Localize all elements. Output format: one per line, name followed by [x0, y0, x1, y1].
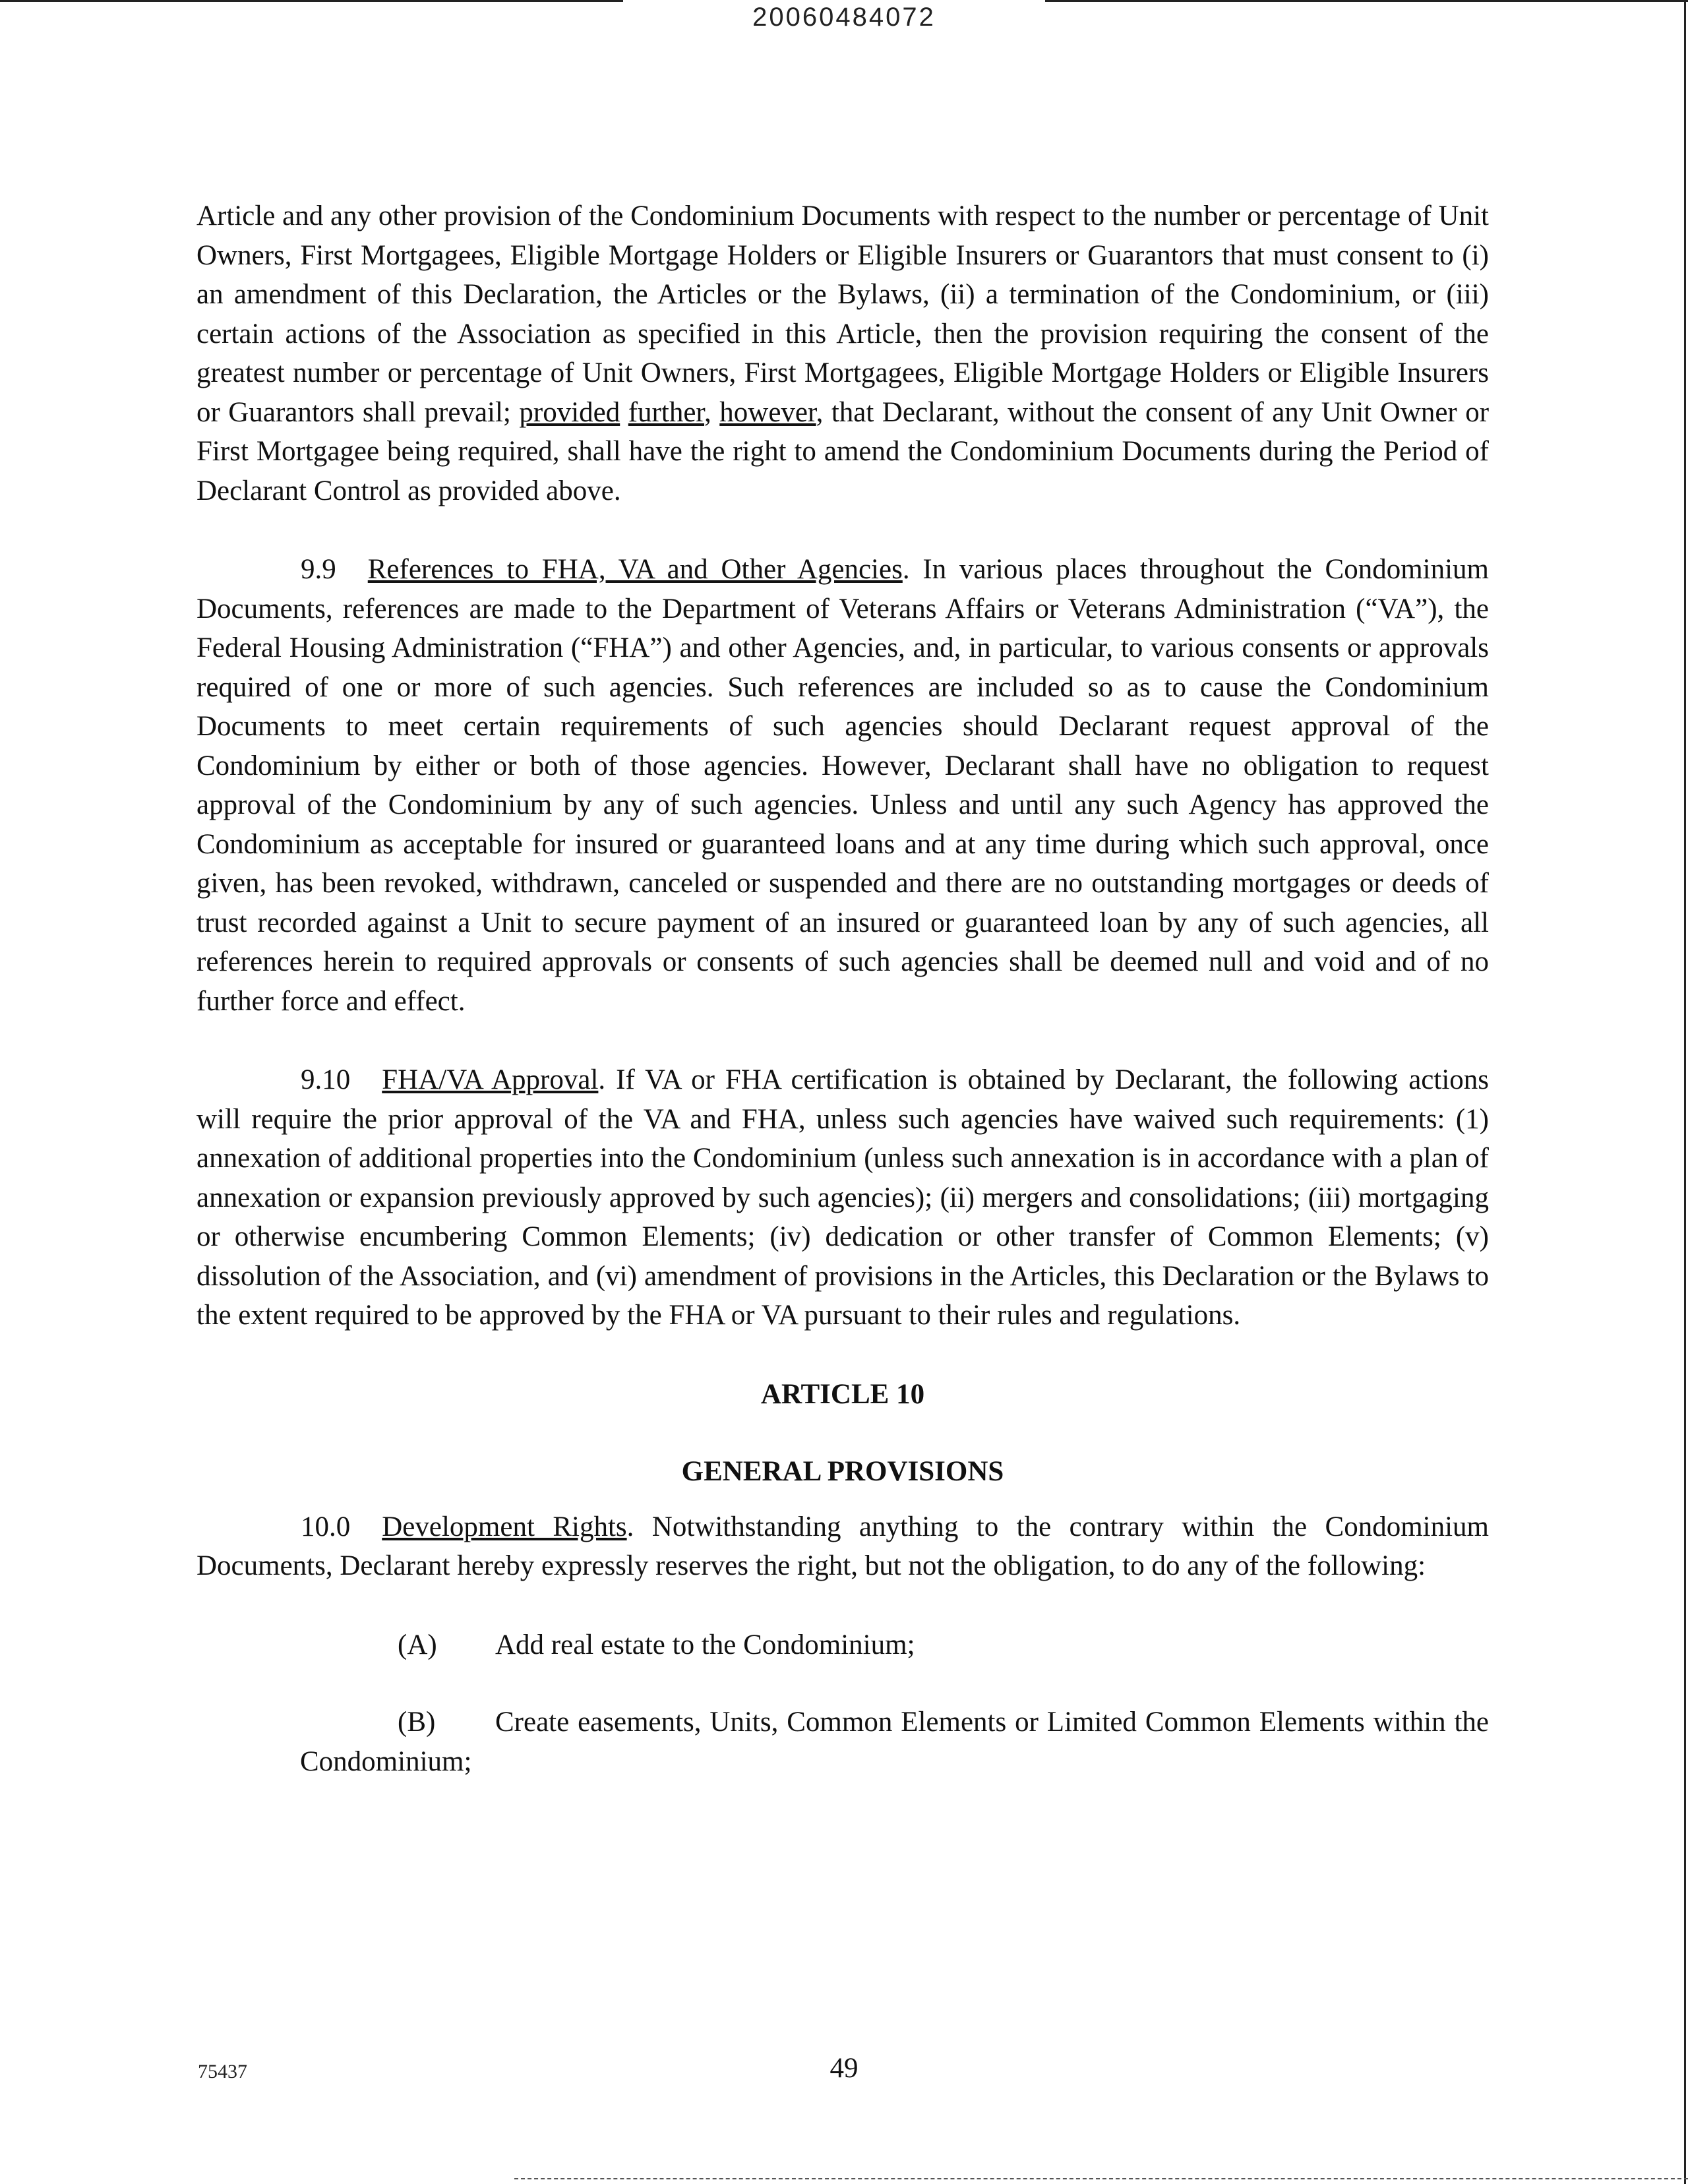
term-provided: provided: [519, 396, 620, 428]
list-item-b-label: (B): [398, 1707, 436, 1738]
section-9-10-text: If VA or FHA certification is obtained by Declarant, the following actions will require the prior approval of the VA and FHA, unless such agencies have waived such requirements: (1) annexation of additional properties into the Condominium (unless such annexation is in accordance with a plan of annexation or expansion previously approved by such agencies); (ii) mergers and consolidations; (iii) mortgaging or otherwise encumbering Common Elements; (iv) dedication or other transfer of Common Elements; (v) dissolution of the Association, and (vi) amendment of provisions in the Articles, this Declaration or the Bylaws to the extent required to be approved by the FHA or VA pursuant to their rules and regulations.: [196, 1064, 1490, 1331]
page-border-bottom: [514, 2178, 1688, 2179]
footer-document-id: 75437: [198, 2061, 247, 2082]
list-item-a: [300, 1625, 1489, 1665]
section-9-10-title: FHA/VA Approval: [382, 1064, 599, 1095]
article-heading: ARTICLE 10: [760, 1378, 925, 1410]
document-body: [196, 197, 1489, 1781]
paragraph-continuation: Article and any other provision of the Condominium Documents with respect to the number or percentage of Unit Owners, First Mortgagees, Eligible Mortgage Holders or Eligible Insurers or Guarantors that must consent to (i) an amendment of this Declaration, the Articles or the Bylaws, (ii) a termination of the Condominium, or (iii) certain actions of the Association as specified in this Article, then the provision requiring the consent of the greatest number or percentage of Unit Owners, First Mortgagees, Eligible Mortgage Holders or Eligible Insurers or Guarantors shall prevail; provided further, however, that Declarant, without the consent of any Unit Owner or First Mortgagee being required, shall have the right to amend the Condominium Documents during the Period of Declarant Control as provided above.: [196, 200, 1490, 506]
list-item-a-label: (A): [398, 1629, 437, 1660]
paragraph-continuation-text: Article and any other provision of the Condominium Documents with respect to the number or percentage of Unit Owners, First Mortgagees, Eligible Mortgage Holders or Eligible Insurers or Guarantors that must consent to (i) an amendment of this Declaration, the Articles or the Bylaws, (ii) a termination of the Condominium, or (iii) certain actions of the Association as specified in this Article, then the provision requiring the consent of the greatest number or percentage of Unit Owners, First Mortgagees, Eligible Mortgage Holders or Eligible Insurers or Guarantors shall prevail;: [196, 200, 1489, 428]
section-9-9-number: 9.9: [301, 554, 336, 585]
page-border-right: [1684, 0, 1686, 2184]
article-subheading: GENERAL PROVISIONS: [681, 1456, 1004, 1487]
section-9-10-number: 9.10: [301, 1064, 351, 1095]
section-10-0-text: Notwithstanding anything to the contrary within the Condominium Documents, Declarant hereby expressly reserves the right, but not the obligation, to do any of the following:: [196, 1511, 1489, 1581]
term-further: further: [628, 396, 705, 428]
section-9-10: 9.10 FHA/VA Approval. If VA or FHA certification is obtained by Declarant, the following actions will require the prior approval of the VA and FHA, unless such agencies have waived such requirements: (1) annexation of additional properties into the Condominium (unless such annexation is in accordance with a plan of annexation or expansion previously approved by such agencies); (ii) mergers and consolidations; (iii) mortgaging or otherwise encumbering Common Elements; (iv) dedication or other transfer of Common Elements; (v) dissolution of the Association, and (vi) amendment of provisions in the Articles, this Declaration or the Bylaws to the extent required to be approved by the FHA or VA pursuant to their rules and regulations.: [196, 1064, 1490, 1331]
section-9-9-title: References to FHA, VA and Other Agencies: [367, 554, 903, 585]
section-10-0-title: Development Rights: [382, 1511, 627, 1542]
section-10-0: 10.0 Development Rights. Notwithstanding anything to the contrary within the Condominium Documents, Declarant hereby expressly reserves the right, but not the obligation, to do any of the following:: [196, 1511, 1489, 1581]
section-9-9: 9.9 References to FHA, VA and Other Agencies. In various places throughout the Condominium Documents, references are made to the Department of Veterans Affairs or Veterans Administration (“VA”), the Federal Housing Administration (“FHA”) and other Agencies, and, in particular, to various consents or approvals required of one or more of such agencies. Such references are included so as to cause the Condominium Documents to meet certain requirements of such agencies should Declarant request approval of the Condominium by either or both of those agencies. However, Declarant shall have no obligation to request approval of the Condominium by any of such agencies. Unless and until any such Agency has approved the Condominium as acceptable for insured or guaranteed loans and at any time during which such approval, once given, has been revoked, withdrawn, canceled or suspended and there are no outstanding mortgages or deeds of trust recorded against a Unit to secure payment of an insured or guaranteed loan by any of such agencies, all references herein to required approvals or consents of such agencies shall be deemed null and void and of no further force and effect.: [196, 554, 1489, 1017]
page-border-top-right: [1045, 0, 1688, 2]
section-10-0-number: 10.0: [301, 1511, 351, 1542]
list-item-b-text: Create easements, Units, Common Elements or Limited Common Elements within the Condominium;: [300, 1707, 1489, 1777]
paragraph-continuation-rest: , that Declarant, without the consent of any Unit Owner or First Mortgagee being required, shall have the right to amend the Condominium Documents during the Period of Declarant Control as provided above.: [196, 396, 1490, 506]
section-9-9-text: In various places throughout the Condominium Documents, references are made to the Department of Veterans Affairs or Veterans Administration (“VA”), the Federal Housing Administration (“FHA”) and other Agencies, and, in particular, to various consents or approvals required of one or more of such agencies. Such references are included so as to cause the Condominium Documents to meet certain requirements of such agencies should Declarant request approval of the Condominium by either or both of those agencies. However, Declarant shall have no obligation to request approval of the Condominium by any of such agencies. Unless and until any such Agency has approved the Condominium as acceptable for insured or guaranteed loans and at any time during which such approval, once given, has been revoked, withdrawn, canceled or suspended and there are no outstanding mortgages or deeds of trust recorded against a Unit to secure payment of an insured or guaranteed loan by any of such agencies, all references herein to required approvals or consents of such agencies shall be deemed null and void and of no further force and effect.: [196, 554, 1489, 1017]
list-item-a-text: Add real estate to the Condominium;: [495, 1629, 915, 1660]
list-item-b: [300, 1703, 1489, 1781]
page-number: 49: [829, 2053, 859, 2084]
page-border-top-left: [0, 0, 623, 2]
term-however: however: [719, 396, 816, 428]
recording-number: 20060484072: [752, 3, 936, 32]
